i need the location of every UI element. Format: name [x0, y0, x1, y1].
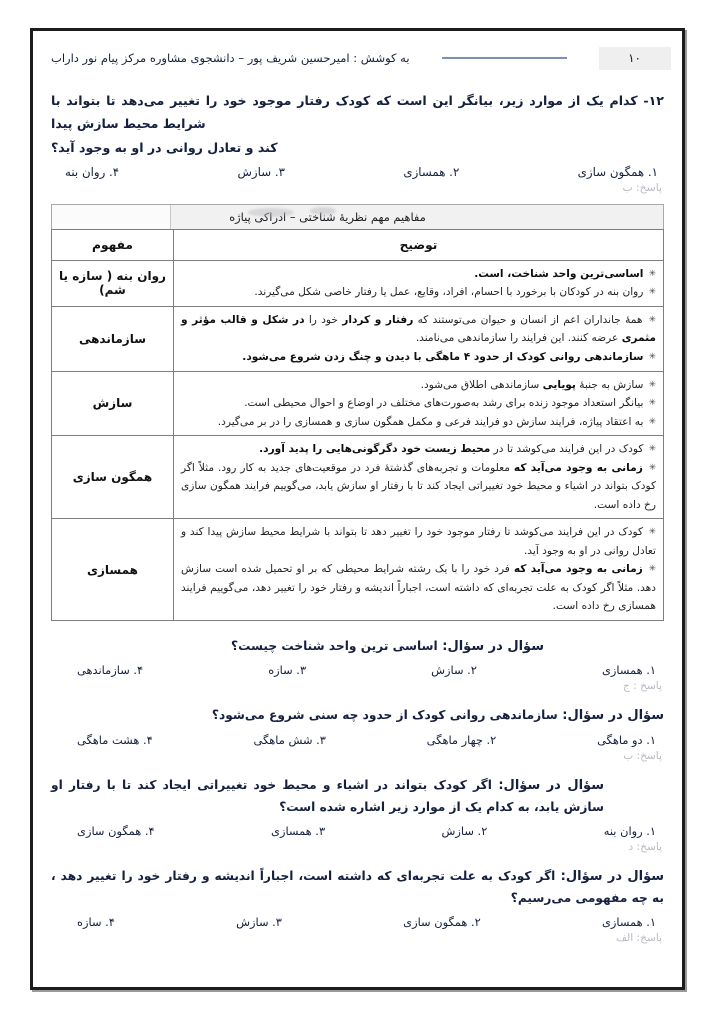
bullet-star-icon: ✳	[648, 268, 656, 279]
concept-name-cell: همگون سازی	[52, 436, 174, 519]
sub-option-3[interactable]: ۳. همسازی	[271, 824, 326, 839]
document-header	[51, 41, 664, 75]
concepts-table-body	[52, 260, 664, 620]
concept-description-cell	[174, 306, 664, 371]
main-option-1[interactable]: ۱. همگون سازی	[577, 164, 658, 179]
description-bullet-line: ✳ زمانی به وجود می‌آید که فرد خود را با یک رشته شرایط محیطی که بر او تحمیل شده است سازش دهد. مثلاً اگر کودک به علت تجربه‌ای که داشته است، اجباراً اندیشه و رفتار خود را تغییر دهد، می‌گوییم فرایند همسازی رخ داده است.	[181, 563, 656, 613]
sub-question-prompt	[51, 635, 664, 658]
sub-option-1[interactable]: ۱. روان بنه	[603, 824, 656, 839]
page-number-badge: ۱۰	[599, 47, 671, 70]
concepts-table	[51, 229, 664, 621]
sub-question-options	[51, 663, 664, 677]
sub-question-prompt	[51, 704, 664, 727]
sub-question-label: سؤال در سؤال:	[557, 708, 664, 724]
sub-option-2[interactable]: ۲. چهار ماهگی	[426, 732, 497, 747]
sub-question-options	[51, 915, 664, 929]
concept-description-cell	[174, 371, 664, 436]
sub-question-text: اگر کودک بتواند در اشیاء و محیط خود تغییراتی ایجاد کند تا با رفتار او سازش یابد، به کدام یک از موارد زیر اشاره شده است؟	[51, 777, 604, 815]
main-option-2[interactable]: ۲. همسازی	[403, 164, 460, 179]
sub-question-answer: پاسخ : ج	[622, 680, 662, 693]
concept-name-cell: همسازی	[52, 519, 174, 621]
description-bullet-line: ✳ همهٔ جانداران اعم از انسان و حیوان می‌توستند که رفتار و کردار خود را در شکل و قالب مؤثر و مثمری عرضه کنند. این فرایند را سازماندهی می‌نامند.	[181, 313, 656, 345]
sub-option-2[interactable]: ۲. سازش	[431, 663, 477, 678]
table-row	[52, 519, 664, 621]
sub-question-block	[51, 635, 664, 692]
concept-table-container	[51, 204, 664, 621]
concept-description-cell	[174, 519, 664, 621]
table-title-banner	[51, 204, 664, 229]
bullet-star-icon: ✳	[648, 416, 656, 427]
sub-option-2[interactable]: ۲. سازش	[441, 824, 488, 839]
table-row	[52, 306, 664, 371]
description-bullet-line: ✳ کودک در این فرایند می‌کوشد تا رفتار موجود خود را تغییر دهد تا بتواند با شرایط محیط سازش پیدا کند و تعادل روانی در او به وجود آید.	[181, 526, 656, 557]
sub-question-text: اگر کودک به علت تجربه‌ای که داشته است، اجباراً اندیشه و رفتار خود را تغییر دهد ، به چه مفهومی می‌رسیم؟	[51, 869, 664, 906]
concept-description-cell	[174, 260, 664, 306]
description-bullet-line: ✳ بیانگر استعداد موجود زنده برای رشد به‌صورت‌های مختلف در اوضاع و احوال محیطی است.	[244, 397, 656, 410]
description-bullet-line: ✳ سازش به جنبهٔ پویایی سازماندهی اطلاق می‌شود.	[420, 378, 656, 391]
page-content	[33, 31, 682, 987]
banner-notch-shape	[52, 205, 171, 229]
sub-question-text: اساسی ترین واحد شناخت چیست؟	[231, 638, 438, 653]
sub-option-3[interactable]: ۳. شش ماهگی	[253, 732, 326, 747]
document-page-frame	[30, 28, 685, 990]
concept-name-cell: سازش	[52, 371, 174, 436]
sub-question-answer: پاسخ: الف	[616, 932, 662, 945]
sub-question-block	[51, 704, 664, 761]
sub-question-label: سؤال در سؤال:	[491, 777, 604, 793]
table-row	[52, 371, 664, 436]
main-question-options	[51, 165, 664, 179]
sub-question-prompt	[51, 774, 664, 819]
column-header-description: توضیح	[174, 229, 664, 260]
bullet-star-icon: ✳	[648, 398, 656, 409]
bullet-star-icon: ✳	[648, 527, 656, 538]
main-question-line-2: کند و تعادل روانی در او به وجود آید؟	[51, 139, 278, 155]
header-credit-text: به کوشش : امیرحسین شریف پور – دانشجوی مشاوره مرکز پیام نور داراب	[51, 51, 410, 65]
main-option-4[interactable]: ۴. روان بنه	[65, 164, 120, 179]
sub-question-label: سؤال در سؤال:	[555, 869, 664, 885]
main-question-line-1: ۱۲- کدام یک از موارد زیر، بیانگر این است که کودک رفتار موجود خود را تغییر می‌دهد تا بتواند با شرایط محیط سازش پیدا	[51, 93, 664, 132]
sub-question-answer: پاسخ: د	[628, 841, 662, 854]
sub-option-2[interactable]: ۲. همگون سازی	[403, 915, 481, 930]
sub-option-4[interactable]: ۴. همگون سازی	[77, 824, 155, 839]
description-bullet-line: ✳ به اعتقاد پیاژه، فرایند سازش دو فرایند فرعی و مکمل همگون سازی و همسازی را در بر می‌گیرد.	[217, 415, 656, 428]
sub-option-4[interactable]: ۴. سازماندهی	[77, 663, 144, 678]
table-header-row	[52, 229, 664, 260]
sub-option-3[interactable]: ۳. سازه	[268, 663, 307, 678]
bullet-star-icon: ✳	[648, 352, 656, 363]
table-row	[52, 260, 664, 306]
bullet-star-icon: ✳	[648, 462, 657, 473]
sub-question-block	[51, 774, 664, 853]
description-bullet-line: ✳ کودک در این فرایند می‌کوشد تا در محیط زیست خود دگرگونی‌هایی را پدید آورد.	[259, 443, 656, 456]
bullet-star-icon: ✳	[648, 314, 656, 325]
bullet-star-icon: ✳	[648, 287, 656, 298]
sub-option-1[interactable]: ۱. دو ماهگی	[597, 732, 656, 747]
concept-name-cell: سازماندهی	[52, 306, 174, 371]
sub-option-4[interactable]: ۴. سازه	[77, 915, 115, 930]
description-bullet-line: ✳ روان بنه در کودکان با برخورد با احسام، افراد، وقایع، عمل یا رفتار خاصی شکل می‌گیرند.	[254, 286, 656, 299]
concept-description-cell	[174, 436, 664, 519]
sub-question-block	[51, 865, 664, 944]
bullet-star-icon: ✳	[648, 379, 656, 390]
main-question-answer: پاسخ: ب	[622, 180, 662, 194]
bullet-star-icon: ✳	[648, 444, 656, 455]
main-question-text	[51, 89, 664, 159]
sub-option-4[interactable]: ۴. هشت ماهگی	[77, 732, 153, 747]
bullet-star-icon: ✳	[648, 564, 656, 575]
scan-smudge-icon	[310, 207, 336, 215]
sub-question-answer: پاسخ: ب	[623, 749, 662, 762]
column-header-concept: مفهوم	[52, 229, 174, 260]
main-option-3[interactable]: ۳. سازش	[237, 164, 285, 179]
scan-smudge-icon	[248, 208, 294, 217]
sub-question-options	[51, 824, 664, 838]
header-divider-rule	[442, 57, 567, 59]
description-bullet-line: ✳ سازماندهی روانی کودک از حدود ۴ ماهگی با دیدن و چنگ زدن شروع می‌شود.	[242, 351, 656, 364]
sub-option-3[interactable]: ۳. سازش	[236, 915, 282, 930]
sub-question-label: سؤال در سؤال:	[437, 638, 544, 654]
description-bullet-line: ✳ زمانی به وجود می‌آید که معلومات و تجربه‌های گذشتهٔ فرد در موقعیت‌های جدید به کار رود. مثلاً اگر کودک بتواند در اشیاء و محیط خود تغییراتی ایجاد کند تا با رفتار او سازش یابد، می‌گوییم فرایند همگون سازی رخ داده است.	[181, 461, 657, 511]
sub-question-options	[51, 733, 664, 747]
sub-option-1[interactable]: ۱. همسازی	[601, 663, 656, 678]
sub-question-prompt	[51, 865, 664, 910]
sub-option-1[interactable]: ۱. همسازی	[601, 915, 656, 930]
table-title-text: مفاهیم مهم نظریهٔ شناختی – ادراکی پیاژه	[229, 209, 426, 224]
table-row	[52, 436, 664, 519]
description-bullet-line: ✳ اساسی‌ترین واحد شناخت، است.	[474, 267, 656, 280]
sub-questions-section	[51, 635, 664, 944]
concept-name-cell: روان بنه ( سازه یا شم)	[52, 260, 174, 306]
sub-question-text: سازماندهی روانی کودک از حدود چه سنی شروع می‌شود؟	[211, 708, 558, 723]
